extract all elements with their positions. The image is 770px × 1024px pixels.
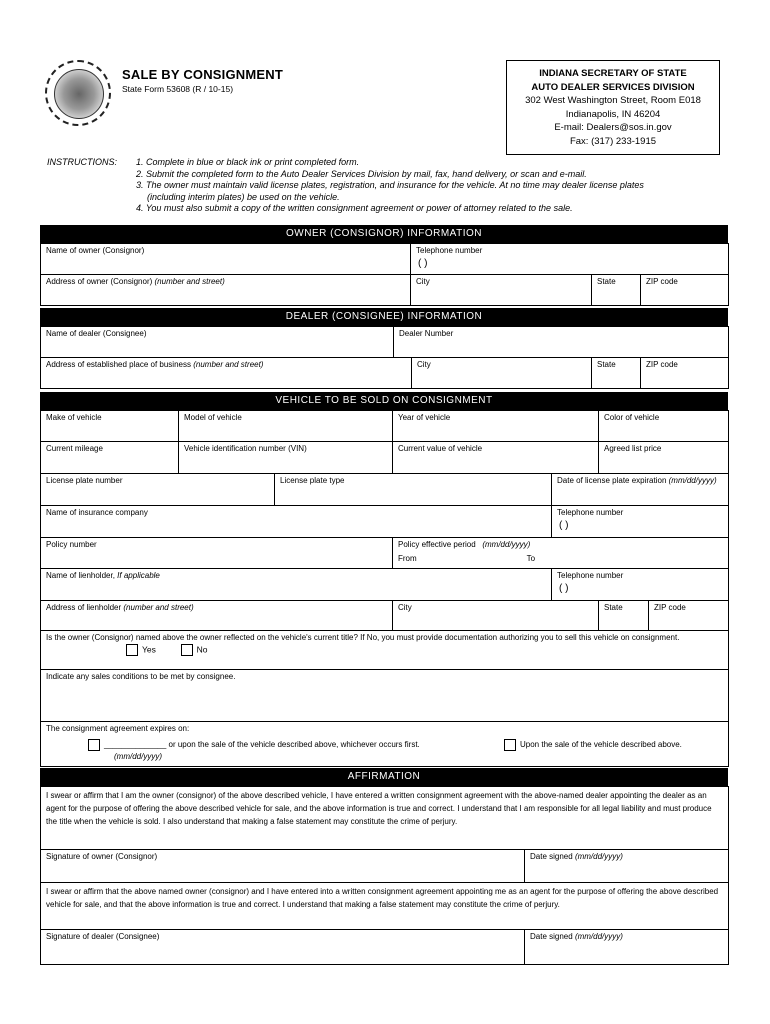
- instruction-item: (including interim plates) be used on the vehicle.: [147, 191, 340, 202]
- dealer-signature-field[interactable]: Signature of dealer (Consignee): [41, 930, 525, 965]
- instruction-item: 2. Submit the completed form to the Auto Dealer Services Division by mail, fax, hand delivery, or scan and e-mail.: [136, 168, 587, 179]
- vehicle-vin-field[interactable]: Vehicle identification number (VIN): [179, 442, 393, 474]
- policy-period-field[interactable]: Policy effective period (mm/dd/yyyy) From To: [393, 538, 729, 569]
- owner-date-field[interactable]: Date signed (mm/dd/yyyy): [525, 850, 729, 883]
- dealer-city-field[interactable]: City: [412, 358, 592, 389]
- affirmation-section-header: AFFIRMATION: [40, 768, 728, 786]
- plate-expiration-field[interactable]: Date of license plate expiration (mm/dd/yyyy): [552, 474, 729, 506]
- owner-affirmation-text: I swear or affirm that I am the owner (consignor) of the above described vehicle, I have entered a written consignment agreement with the above-named dealer appointing the dealer as an agent for the purpose of offering the above described vehicle for sale, and the above information is true and correct. I understand that I am responsible for all legal liability and must produce the title when the vehicle is sold. I also understand that making a false statement may constitute the crime of perjury.: [41, 787, 729, 850]
- yes-label: Yes: [142, 644, 156, 655]
- owner-signature-field[interactable]: Signature of owner (Consignor): [41, 850, 525, 883]
- vehicle-section-header: VEHICLE TO BE SOLD ON CONSIGNMENT: [40, 392, 728, 410]
- dealer-address-field[interactable]: Address of established place of business (number and street): [41, 358, 412, 389]
- insurance-phone-field[interactable]: Telephone number ( ): [552, 506, 729, 538]
- dealer-table: [40, 326, 729, 389]
- expires-date-option: ______________ or upon the sale of the vehicle described above, whichever occurs first.: [104, 740, 420, 750]
- agency-fax: Fax: (317) 233-1915: [569, 135, 657, 147]
- lienholder-address-field[interactable]: Address of lienholder (number and street): [41, 601, 393, 631]
- dealer-affirmation-text: I swear or affirm that the above named owner (consignor) and I have entered into a written consignment agreement appointing me as an agent for the purpose of offering the above described vehicle for sale, and that the above information is true and correct. I understand that making a false statement may constitute the crime of perjury.: [41, 883, 729, 930]
- yes-checkbox[interactable]: [126, 644, 138, 656]
- dealer-state-field[interactable]: State: [592, 358, 641, 389]
- agency-city: Indianapolis, IN 46204: [565, 108, 661, 120]
- owner-title-question: Is the owner (Consignor) named above the owner reflected on the vehicle's current title? If No, you must provide documentation authorizing you to sell this vehicle on consignment. Yes No: [41, 631, 729, 670]
- vehicle-color-field[interactable]: Color of vehicle: [599, 411, 729, 442]
- instruction-item: 4. You must also submit a copy of the written consignment agreement or power of attorney related to the sale.: [136, 203, 573, 214]
- vehicle-price-field[interactable]: Agreed list price: [599, 442, 729, 474]
- vehicle-year-field[interactable]: Year of vehicle: [393, 411, 599, 442]
- owner-phone-field[interactable]: Telephone number ( ): [411, 244, 729, 275]
- agency-street: 302 West Washington Street, Room E018: [525, 95, 701, 107]
- expires-sale-checkbox[interactable]: [504, 739, 516, 751]
- no-checkbox[interactable]: [181, 644, 193, 656]
- vehicle-table: [40, 410, 729, 767]
- dealer-date-field[interactable]: Date signed (mm/dd/yyyy): [525, 930, 729, 965]
- agency-email: E-mail: Dealers@sos.in.gov: [554, 122, 672, 134]
- instruction-item: 1. Complete in blue or black ink or print completed form.: [136, 157, 360, 167]
- policy-from-label: From: [398, 554, 417, 563]
- agency-address-box: [506, 60, 720, 155]
- license-plate-type-field[interactable]: License plate type: [275, 474, 552, 506]
- policy-number-field[interactable]: Policy number: [41, 538, 393, 569]
- insurance-company-field[interactable]: Name of insurance company: [41, 506, 552, 538]
- lienholder-phone-field[interactable]: Telephone number ( ): [552, 569, 729, 601]
- dealer-number-field[interactable]: Dealer Number: [394, 327, 729, 358]
- lienholder-state-field[interactable]: State: [599, 601, 649, 631]
- sales-conditions-field[interactable]: Indicate any sales conditions to be met by consignee.: [41, 670, 729, 722]
- instruction-item: 3. The owner must maintain valid license plates, registration, and insurance for the vehicle. At no time may dealer license plates: [136, 180, 644, 191]
- agency-division: AUTO DEALER SERVICES DIVISION: [531, 81, 695, 93]
- owner-name-field[interactable]: Name of owner (Consignor): [41, 244, 411, 275]
- dealer-section-header: DEALER (CONSIGNEE) INFORMATION: [40, 308, 728, 326]
- vehicle-model-field[interactable]: Model of vehicle: [179, 411, 393, 442]
- affirmation-table: [40, 786, 729, 965]
- dealer-zip-field[interactable]: ZIP code: [641, 358, 729, 389]
- owner-city-field[interactable]: City: [411, 275, 592, 306]
- instructions-list: [136, 157, 736, 215]
- vehicle-value-field[interactable]: Current value of vehicle: [393, 442, 599, 474]
- state-seal-icon: [45, 60, 111, 126]
- owner-address-field[interactable]: Address of owner (Consignor) (number and street): [41, 275, 411, 306]
- vehicle-make-field[interactable]: Make of vehicle: [41, 411, 179, 442]
- no-label: No: [196, 644, 208, 655]
- owner-section-header: OWNER (CONSIGNOR) INFORMATION: [40, 225, 728, 243]
- owner-state-field[interactable]: State: [592, 275, 641, 306]
- expires-date-hint: (mm/dd/yyyy): [114, 752, 162, 761]
- expiration-section: The consignment agreement expires on: ______________ or upon the sale of the vehicle described above, whichever occurs first. Upon the sale of the vehicle described above. (mm/dd/yyyy): [41, 722, 729, 767]
- policy-to-label: To: [526, 554, 536, 563]
- lienholder-city-field[interactable]: City: [393, 601, 599, 631]
- owner-table: [40, 243, 729, 306]
- lienholder-zip-field[interactable]: ZIP code: [649, 601, 729, 631]
- owner-zip-field[interactable]: ZIP code: [641, 275, 729, 306]
- expires-sale-option: Upon the sale of the vehicle described above.: [520, 740, 682, 750]
- lienholder-name-field[interactable]: Name of lienholder, If applicable: [41, 569, 552, 601]
- license-plate-field[interactable]: License plate number: [41, 474, 275, 506]
- expires-date-checkbox[interactable]: [88, 739, 100, 751]
- dealer-name-field[interactable]: Name of dealer (Consignee): [41, 327, 394, 358]
- instructions-label: INSTRUCTIONS:: [47, 157, 118, 167]
- form-title: SALE BY CONSIGNMENT: [122, 67, 284, 82]
- form-number: State Form 53608 (R / 10-15): [122, 84, 234, 94]
- vehicle-mileage-field[interactable]: Current mileage: [41, 442, 179, 474]
- agency-name: INDIANA SECRETARY OF STATE: [539, 68, 687, 79]
